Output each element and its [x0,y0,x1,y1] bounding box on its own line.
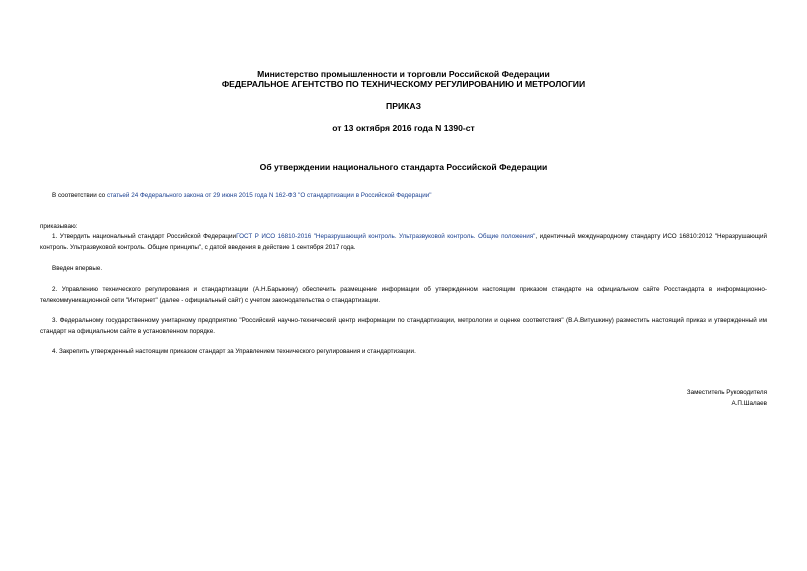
introduced-note: Введен впервые. [52,265,103,272]
document-header [0,69,807,89]
basis-prefix: В соответствии со [52,192,107,199]
federal-law-link[interactable]: статьей 24 Федерального закона от 29 июня 2015 года N 162-ФЗ "О стандартизации в Российской Федерации" [106,192,432,199]
order-subject: Об утверждении национального стандарта Российской Федерации [259,162,548,172]
item-3-paragraph: 3. Федеральному государственному унитарному предприятию "Российский научно-технический центр информации по стандартизации, метрологии и оценке соответствия" (В.А.Витушкину) разместить настоящий приказ и утвержденный им стандарт на официальном сайте в установленном порядке. [40,317,767,335]
item-1-suffix: , идентичный международному стандарту ИСО 16810:2012 "Неразрушающий контроль. Ультразвуковой контроль. Общие принципы", с датой введения в действие 1 сентября 2017 года. [40,233,767,251]
item-1-paragraph [40,232,767,253]
document-type: ПРИКАЗ [386,101,421,111]
item-4-paragraph: 4. Закрепить утвержденный настоящим приказом стандарт за Управлением технического регулирования и стандартизации. [52,348,416,355]
signature-block [687,388,767,409]
orders-label: приказываю: [40,223,78,230]
signatory-name: А.П.Шалаев [731,399,767,407]
item-2-paragraph: 2. Управлению технического регулирования и стандартизации (А.Н.Барыкину) обеспечить размещение информации об утвержденном настоящим приказом стандарте на официальном сайте Росстандарта в информационно-телекоммуникационной сети "Интернет" (далее - официальный сайт) с учетом законодательства о стандартизации. [40,286,767,304]
basis-paragraph [40,191,767,202]
order-date-number: от 13 октября 2016 года N 1390-ст [332,123,475,133]
signatory-position: Заместитель Руководителя [686,389,767,396]
gost-standard-link[interactable]: ГОСТ Р ИСО 16810-2016 "Неразрушающий контроль. Ультразвуковой контроль. Общие положения" [236,233,536,240]
item-1-prefix: 1. Утвердить национальный стандарт Российской Федерации [52,233,237,240]
ministry-name: Министерство промышленности и торговли Российской Федерации [257,69,550,79]
agency-name: ФЕДЕРАЛЬНОЕ АГЕНТСТВО ПО ТЕХНИЧЕСКОМУ РЕГУЛИРОВАНИЮ И МЕТРОЛОГИИ [221,79,586,89]
